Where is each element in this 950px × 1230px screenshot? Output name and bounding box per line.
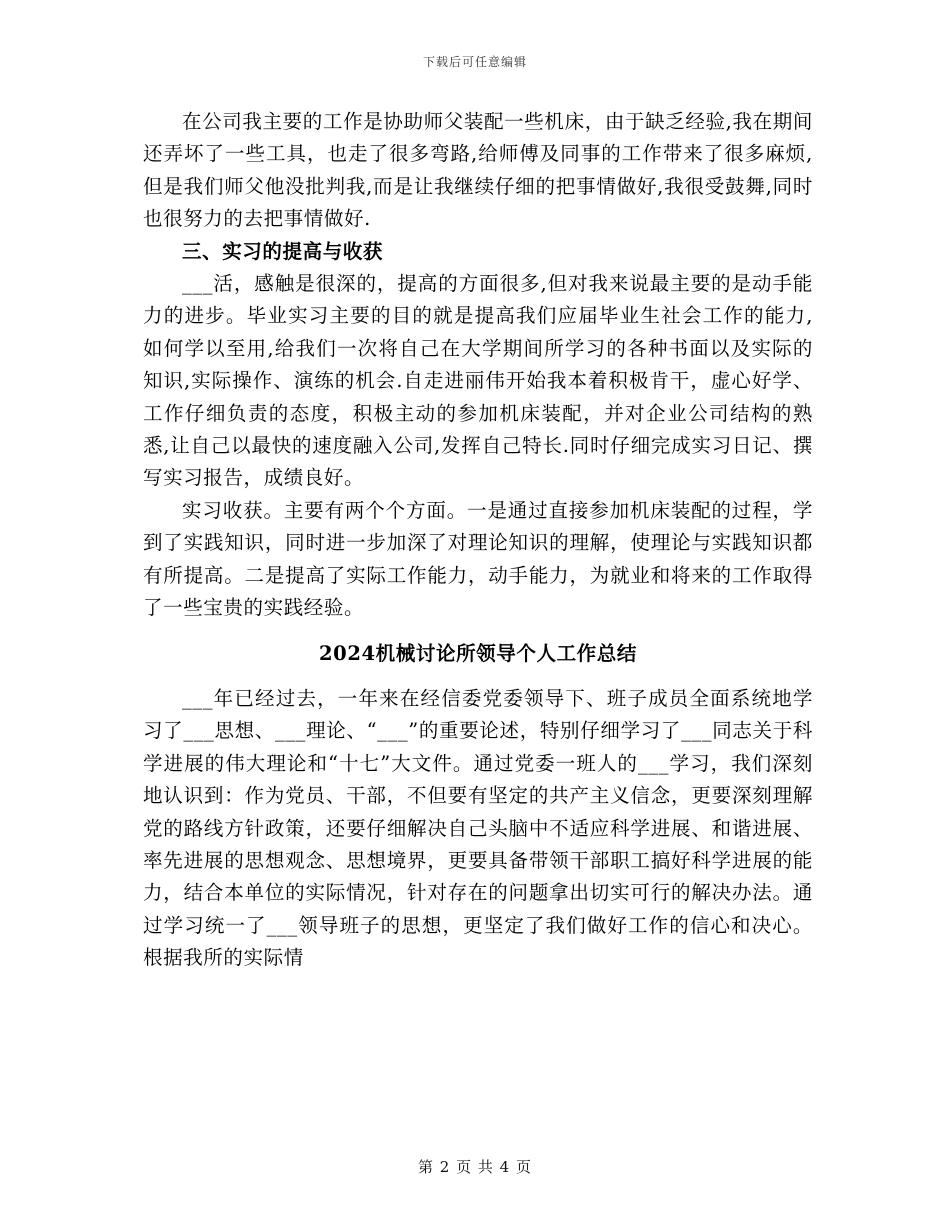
paragraph-harvest: 实习收获。主要有两个个方面。一是通过直接参加机床装配的过程，学到了实践知识，同时进一步加深了对理论知识的理解，使理论与实践知识都有所提高。二是提高了实际工作能力，动手能力，为就业和将来的工作取得了一些宝贵的实践经验。 <box>143 498 813 620</box>
document-title: 2024机械讨论所领导个人工作总结 <box>319 641 637 665</box>
paragraph-work-description: 在公司我主要的工作是协助师父装配一些机床，由于缺乏经验,我在期间还弄坏了一些工具，也走了很多弯路,给师傅及同事的工作带来了很多麻烦,但是我们师父他没批判我,而是让我继续仔细的把事情做好,我很受鼓舞,同时也很努力的去把事情做好. <box>143 110 813 231</box>
header-note: 下载后可任意编辑 <box>422 55 527 69</box>
page-number: 第 2 页 共 4 页 <box>418 1158 532 1176</box>
paragraph-summary: ___年已经过去，一年来在经信委党委领导下、班子成员全面系统地学习了___思想、___理论、“___”的重要论述，特别仔细学习了___同志关于科学进展的伟大理论和“十七”大文件。通过党委一班人的___学习，我们深刻地认识到：作为党员、干部，不但要有坚定的共产主义信念，更要深刻理解党的路线方针政策，还要仔细解决自己头脑中不适应科学进展、和谐进展、率先进展的思想观念、思想境界，更要具备带领干部职工搞好科学进展的能力，结合本单位的实际情况，针对存在的问题拿出切实可行的解决办法。通过学习统一了___领导班子的思想，更坚定了我们做好工作的信心和决心。根据我所的实际情 <box>143 686 813 970</box>
paragraph-improvement: ___活，感触是很深的，提高的方面很多,但对我来说最主要的是动手能力的进步。毕业实习主要的目的就是提高我们应届毕业生社会工作的能力,如何学以至用,给我们一次将自己在大学期间所学习的各种书面以及实际的知识,实际操作、演练的机会.自走进丽伟开始我本着积极肯干，虚心好学、工作仔细负责的态度，积极主动的参加机床装配，并对企业公司结构的熟悉,让自己以最快的速度融入公司,发挥自己特长.同时仔细完成实习日记、撰写实习报告，成绩良好。 <box>143 272 813 490</box>
section-heading-improvement: 三、实习的提高与收获 <box>182 239 384 263</box>
document-body <box>143 106 813 975</box>
